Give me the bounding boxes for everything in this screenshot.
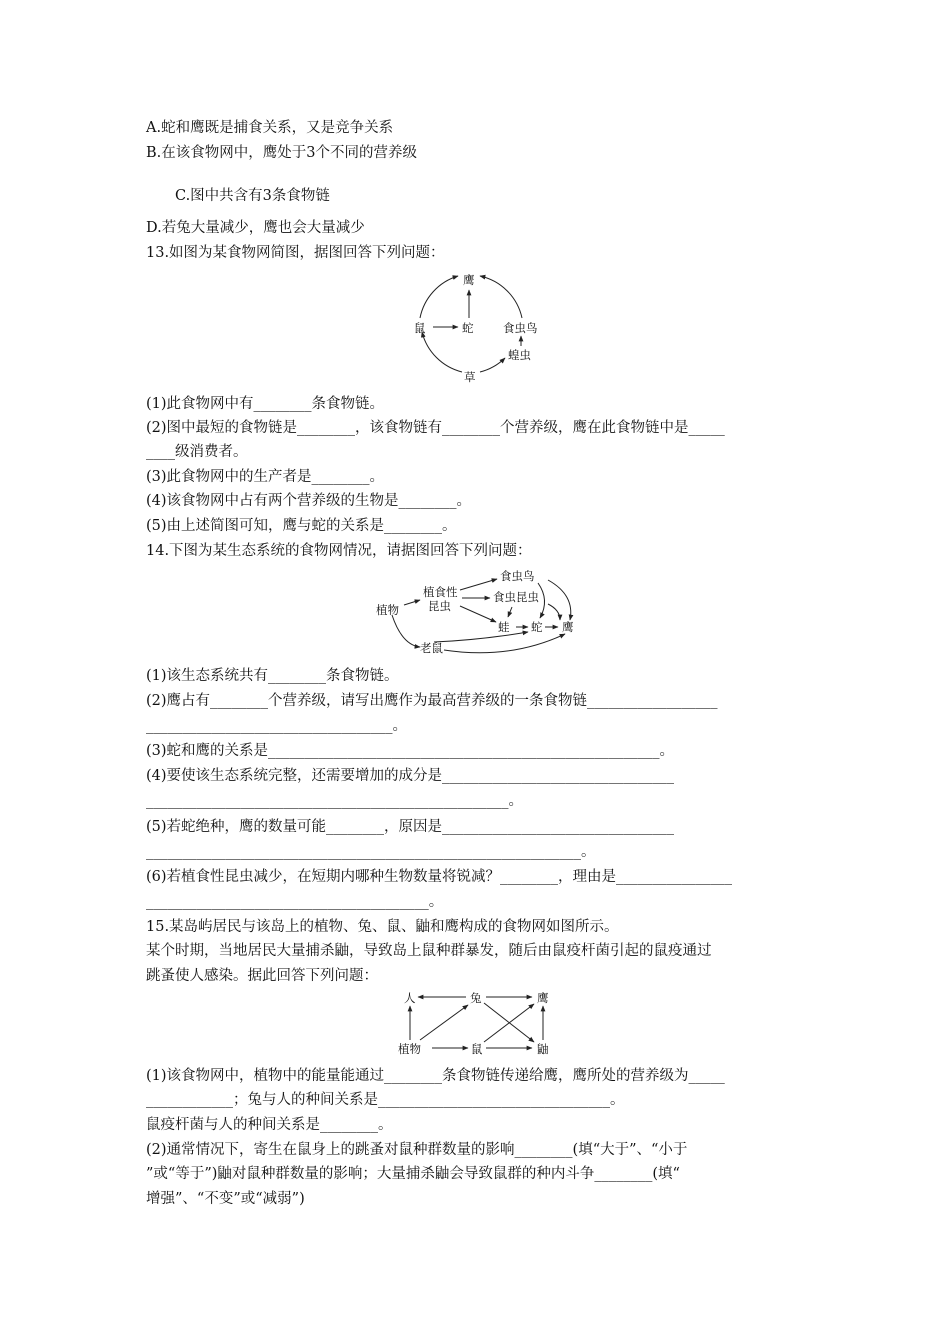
q14-1: (1)该生态系统共有________条食物链。 — [146, 668, 399, 684]
d15-rabbit: 兔 — [470, 991, 482, 1005]
d14-plant: 植物 — [376, 603, 399, 617]
option-a: A.蛇和鹰既是捕食关系，又是竞争关系 — [146, 120, 394, 136]
q13-3: (3)此食物网中的生产者是________。 — [146, 469, 385, 485]
d13-bird: 食虫鸟 — [503, 321, 538, 335]
d13-mouse: 鼠 — [414, 321, 426, 335]
q14-5: (5)若蛇绝种，鹰的数量可能________，原因是________________________________ — [146, 819, 675, 835]
d15-human: 人 — [404, 991, 416, 1005]
question-14-stem: 14.下图为某生态系统的食物网情况，请据图回答下列问题： — [146, 543, 532, 559]
q14-4-cont: __________________________________________________。 — [146, 793, 523, 809]
q15-1-cont: ____________；兔与人的种间关系是________________________________。 — [146, 1092, 625, 1108]
d14-pred-insect: 食虫昆虫 — [493, 590, 539, 604]
d13-locust: 蝗虫 — [508, 348, 531, 362]
q13-2-cont: ____级消费者。 — [146, 444, 248, 460]
d15-hawk: 鹰 — [537, 991, 549, 1005]
q14-6-cont: _______________________________________。 — [146, 894, 444, 910]
question-13-stem: 13.如图为某食物网简图，据图回答下列问题： — [146, 245, 445, 261]
d14-snake: 蛇 — [531, 620, 543, 634]
d15-plant: 植物 — [398, 1042, 421, 1056]
q15-1-cont2: 鼠疫杆菌与人的种间关系是________。 — [146, 1117, 393, 1133]
q15-2: (2)通常情况下，寄生在鼠身上的跳蚤对鼠种群数量的影响________(填“大于”、“小于 — [146, 1142, 688, 1158]
d14-mouse: 老鼠 — [420, 641, 443, 655]
d14-insect-1: 植食性 — [423, 585, 458, 599]
q13-5: (5)由上述简图可知，鹰与蛇的关系是________。 — [146, 518, 457, 534]
q15-2-cont2: 增强”、“不变”或“减弱”) — [146, 1191, 305, 1207]
q15-2-cont: ”或“等于”)鼬对鼠种群数量的影响；大量捕杀鼬会导致鼠群的种内斗争________(填“ — [146, 1166, 680, 1182]
q14-5-cont: ____________________________________________________________。 — [146, 844, 596, 860]
d14-bird: 食虫鸟 — [500, 569, 535, 583]
q14-4: (4)要使该生态系统完整，还需要增加的成分是________________________________ — [146, 768, 675, 784]
question-15-stem: 15.某岛屿居民与该岛上的植物、兔、鼠、鼬和鹰构成的食物网如图所示。 — [146, 919, 619, 935]
d13-hawk: 鹰 — [463, 273, 475, 287]
q15-context-1: 某个时期，当地居民大量捕杀鼬，导致岛上鼠种群暴发，随后由鼠疫杆菌引起的鼠疫通过 — [146, 943, 712, 959]
d14-insect-2: 昆虫 — [428, 599, 451, 613]
d15-mouse: 鼠 — [471, 1042, 483, 1056]
q14-3: (3)蛇和鹰的关系是______________________________________________________。 — [146, 743, 675, 759]
q13-4: (4)该食物网中占有两个营养级的生物是________。 — [146, 493, 472, 509]
option-b: B.在该食物网中，鹰处于3个不同的营养级 — [146, 145, 417, 161]
d13-snake: 蛇 — [462, 321, 474, 335]
d13-grass: 草 — [464, 370, 476, 384]
q15-1: (1)该食物网中，植物中的能量能通过________条食物链传递给鹰，鹰所处的营养级为_____ — [146, 1068, 725, 1084]
q14-2: (2)鹰占有________个营养级，请写出鹰作为最高营养级的一条食物链__________________ — [146, 693, 718, 709]
d15-weasel: 鼬 — [537, 1042, 549, 1056]
option-d: D.若兔大量减少，鹰也会大量减少 — [146, 220, 365, 236]
q15-context-2: 跳蚤使人感染。据此回答下列问题： — [146, 968, 378, 984]
d14-hawk: 鹰 — [562, 620, 574, 634]
d14-frog: 蛙 — [498, 620, 510, 634]
option-c: C.图中共含有3条食物链 — [175, 188, 330, 204]
q14-6: (6)若植食性昆虫减少，在短期内哪种生物数量将锐减？________，理由是________________ — [146, 869, 733, 885]
q13-2: (2)图中最短的食物链是________，该食物链有________个营养级，鹰在此食物链中是_____ — [146, 420, 725, 436]
q14-2-cont: __________________________________。 — [146, 718, 407, 734]
q13-1: (1)此食物网中有________条食物链。 — [146, 396, 385, 412]
